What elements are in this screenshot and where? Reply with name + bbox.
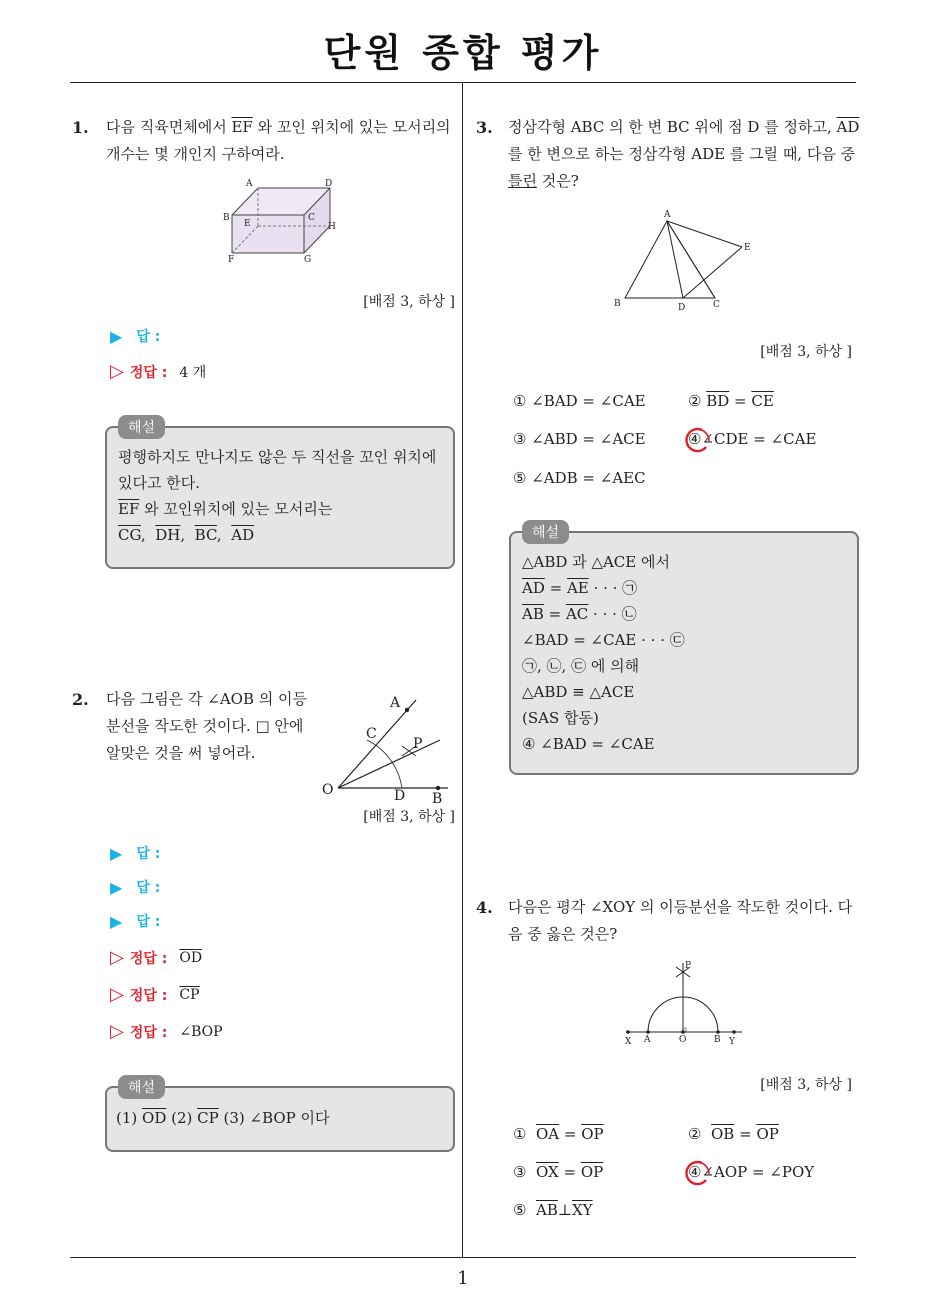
q1-answer-line: ▶ 답 : [110, 326, 161, 346]
solution-triangle-icon: ▷ [110, 984, 124, 1005]
q1-label-b: B [223, 213, 230, 223]
page-number: 1 [457, 1268, 469, 1289]
q3-score: [배점 3, 하상 ] [760, 344, 852, 360]
q2-label-d: D [394, 788, 406, 804]
q2-label-c: C [366, 726, 377, 742]
q3-choice-2[interactable]: ② $\overline{BD} = \overline{CE}$ [688, 392, 774, 410]
q2-bisector-figure [318, 690, 458, 810]
solution-triangle-icon: ▷ [110, 361, 124, 382]
q1-text: 다음 직육면체에서 $\overline{EF}$ 와 꼬인 위치에 있는 모서리의 개수는 몇 개인지 구하여라. [106, 118, 451, 163]
q1-explanation-text: 평행하지도 만나지도 않은 두 직선을 꼬인 위치에 있다고 한다. $\overline{EF}$ 와 꼬인위치에 있는 모서리는 $\overline{CG}$, $\overline{DH}$, $\overline{BC}$, $\overline{AD}$ [118, 448, 437, 544]
q2-number: 2. [72, 690, 89, 709]
q4-choice-3[interactable]: ③ $\overline{OX} = \overline{OP}$ [513, 1163, 604, 1181]
q4-bisector-figure [618, 955, 748, 1050]
q2-solution-line-1: ▷ 정답 : $\overline{OD}$ [110, 947, 203, 968]
q3-number: 3. [476, 118, 493, 137]
q4-choice-4-mark: ④ [688, 1163, 702, 1181]
q1-label-g: G [304, 255, 312, 265]
q3-label-e: E [744, 243, 751, 253]
q3-choice-5[interactable]: ⑤ ∠ADB = ∠AEC [513, 469, 646, 487]
q3-text: 정삼각형 ABC 의 한 변 BC 위에 점 D 를 정하고, $\overline{AD}$ 를 한 변으로 하는 정삼각형 ADE 를 그릴 때, 다음 중 틀린 것은? [508, 118, 860, 190]
q4-label-o: O [679, 1035, 687, 1045]
q2-solution-line-2: ▷ 정답 : $\overline{CP}$ [110, 984, 200, 1005]
q2-label-a: A [390, 695, 401, 711]
q2-label-o: O [322, 782, 334, 798]
q1-label-f: F [228, 255, 235, 265]
q3-choice-3[interactable]: ③ ∠ABD = ∠ACE [513, 430, 646, 448]
q1-solution-line: ▷ 정답 : 4 개 [110, 361, 207, 382]
answer-triangle-icon: ▶ [110, 843, 123, 863]
q1-label-a: A [246, 179, 253, 189]
q1-explanation-tag: 해설 [118, 415, 165, 439]
q2-answer-line-1: ▶ 답 : [110, 843, 161, 863]
q3-explanation-tag: 해설 [522, 520, 569, 544]
q4-number: 4. [476, 898, 493, 917]
header-rule [70, 82, 856, 83]
q4-choice-2[interactable]: ② $\overline{OB} = \overline{OP}$ [688, 1125, 779, 1143]
q4-label-a: A [644, 1035, 651, 1045]
q1-label-e: E [244, 219, 251, 229]
q2-answer-line-2: ▶ 답 : [110, 877, 161, 897]
q2-answer-line-3: ▶ 답 : [110, 911, 161, 931]
q2-text: 다음 그림은 각 ∠AOB 의 이등 분선을 작도한 것이다. □ 안에 알맞은 것을 써 넣어라. [106, 690, 307, 762]
q1-label-h: H [328, 222, 336, 232]
q1-label-c: C [308, 213, 315, 223]
q1-number: 1. [72, 118, 89, 137]
q4-choice-5[interactable]: ⑤ $\overline{AB}\perp\overline{XY}$ [513, 1201, 593, 1219]
q2-explanation-tag: 해설 [118, 1075, 165, 1099]
q4-label-x: X [625, 1037, 632, 1047]
answer-triangle-icon: ▶ [110, 911, 123, 931]
q3-label-d: D [678, 303, 686, 313]
q2-score: [배점 3, 하상 ] [363, 809, 455, 825]
solution-triangle-icon: ▷ [110, 1021, 124, 1042]
footer-rule [70, 1257, 856, 1258]
q2-solution-3: ∠BOP [179, 1023, 223, 1040]
q4-label-y: Y [729, 1037, 735, 1047]
q4-choice-1[interactable]: ① $\overline{OA} = \overline{OP}$ [513, 1125, 604, 1143]
q3-answer-circle-icon [682, 425, 712, 455]
q4-score: [배점 3, 하상 ] [760, 1077, 852, 1093]
solution-triangle-icon: ▷ [110, 947, 124, 968]
q4-text: 다음은 평각 ∠XOY 의 이등분선을 작도한 것이다. 다 음 중 옳은 것은? [508, 898, 853, 943]
q3-explanation-text: △ABD 과 △ACE 에서 $\overline{AD} = \overline{AE}$ · · · ㉠ $\overline{AB} = \overline{AC}$ · · · ㉡ ∠BAD = ∠CAE · · · ㉢ ㉠, ㉡, ㉢ 에 의해 △ABD ≡ △ACE (SAS 합동) ④ ∠BAD = ∠CAE [522, 553, 685, 753]
answer-triangle-icon: ▶ [110, 326, 123, 346]
q1-label-d: D [325, 179, 333, 189]
q2-solution-line-3: ▷ 정답 : ∠BOP [110, 1021, 223, 1042]
q1-score: [배점 3, 하상 ] [363, 294, 455, 310]
q4-choice-4-text: ∠AOP = ∠POY [701, 1163, 815, 1181]
q3-choice-1[interactable]: ① ∠BAD = ∠CAE [513, 392, 646, 410]
q2-label-b: B [432, 791, 443, 807]
q4-label-b: B [714, 1035, 721, 1045]
page-title: 단원 종합 평가 [323, 31, 603, 75]
q3-label-a: A [664, 210, 671, 220]
q3-choice-4-text: ∠CDE = ∠CAE [701, 430, 817, 448]
q2-explanation-text: (1) $\overline{OD}$ (2) $\overline{CP}$ (3) ∠BOP 이다 [116, 1109, 330, 1127]
q2-solution-2: $\overline{CP}$ [179, 986, 200, 1003]
column-divider [462, 83, 463, 1258]
q2-solution-1: $\overline{OD}$ [179, 949, 203, 966]
q3-triangle-figure [610, 206, 760, 316]
q3-choice-4-mark: ④ [688, 430, 702, 448]
q1-solution-value: 4 개 [179, 364, 207, 381]
q4-answer-circle-icon [682, 1158, 712, 1188]
q1-cuboid-figure [220, 176, 350, 266]
q2-label-p: P [413, 736, 423, 752]
q3-label-c: C [713, 300, 720, 310]
answer-triangle-icon: ▶ [110, 877, 123, 897]
q4-label-p: P [685, 961, 692, 971]
q3-label-b: B [614, 299, 621, 309]
